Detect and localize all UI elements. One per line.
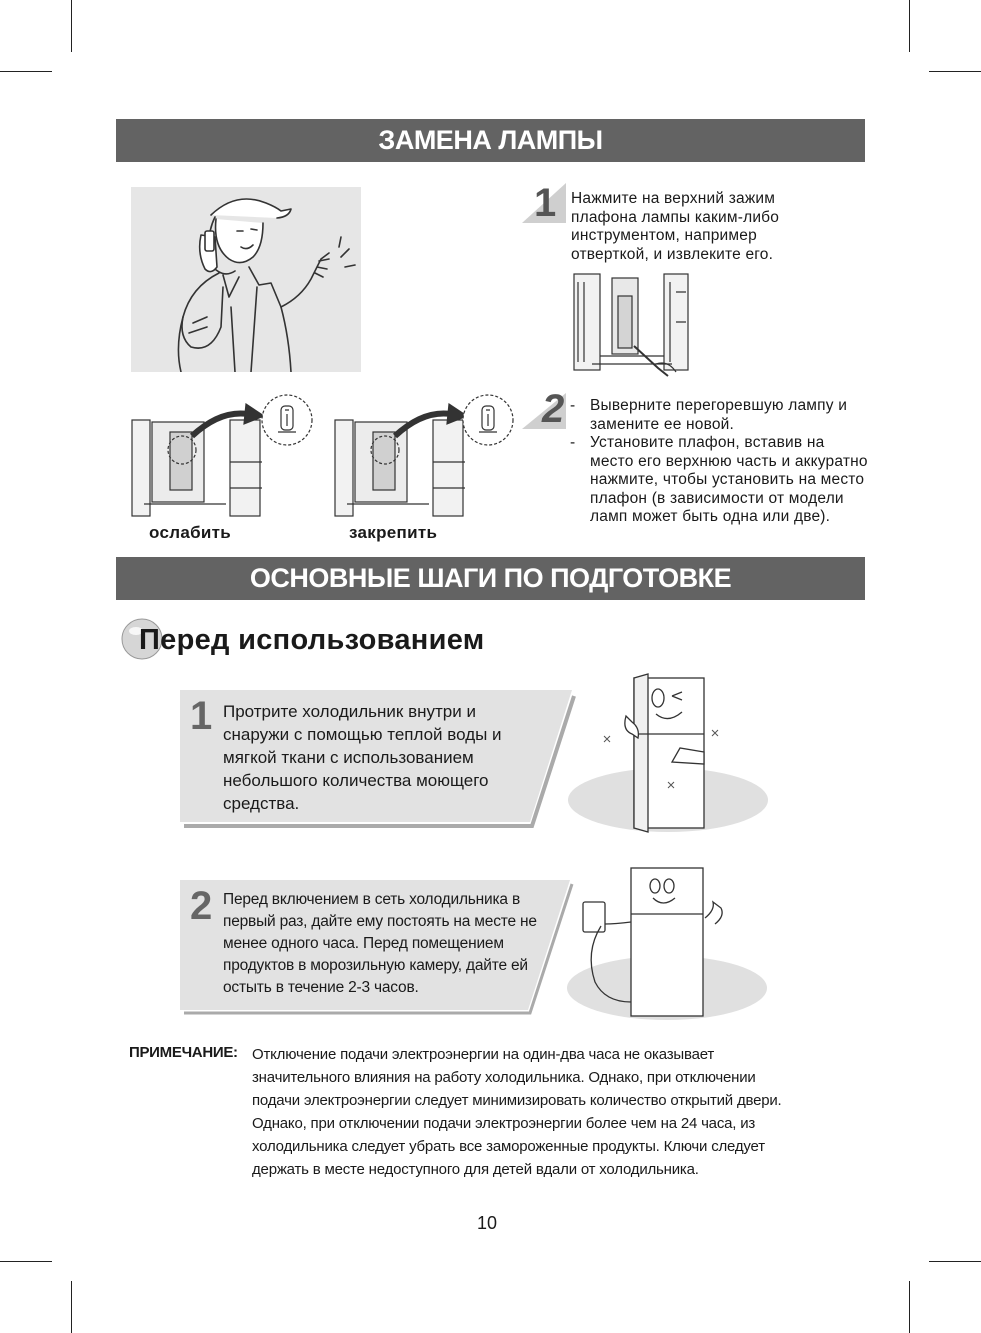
crop-mark bbox=[0, 71, 52, 72]
step-number: 2 bbox=[190, 884, 213, 928]
section-title: ЗАМЕНА ЛАМПЫ bbox=[378, 125, 603, 155]
illustration-fridge-wave bbox=[568, 672, 772, 834]
step-number: 1 bbox=[534, 181, 557, 225]
step-number: 1 bbox=[190, 694, 213, 738]
caption-tighten: закрепить bbox=[349, 523, 438, 542]
note-text: Отключение подачи электроэнергии на один-два часа не оказывает значительного влияния на работу холодильника. Однако, при отключении подачи электроэнергии следует минимизировать количество открытий двери. Однако, при отключении подачи электроэнергии более чем на 24 часа, из холодильника следует убрать все замороженные продукты. Ключи следует держать в месте недоступного для детей вдали от холодильника. bbox=[252, 1046, 782, 1178]
callout-text-1: Протрите холодильник внутри и снаружи с помощью теплой воды и мягкой ткани с использованием небольшого количества моющего средства. bbox=[223, 702, 502, 813]
step2-list bbox=[570, 397, 870, 527]
section-banner-prep bbox=[116, 557, 865, 600]
crop-mark bbox=[0, 1261, 52, 1262]
note-label: ПРИМЕЧАНИЕ: bbox=[129, 1044, 238, 1061]
page-number: 10 bbox=[477, 1213, 498, 1233]
section-banner-lamp bbox=[116, 119, 865, 162]
illustration-lamp-tighten bbox=[333, 392, 543, 520]
illustration-woman-phone bbox=[131, 187, 361, 372]
crop-mark bbox=[929, 1261, 981, 1262]
step-number-badge bbox=[522, 183, 566, 233]
list-item: - Установите плафон, вставив на место его верхнюю часть и аккуратно нажмите, чтобы установить на место плафон (в зависимости от модели ламп может быть одна или две). bbox=[570, 434, 868, 525]
page-heading: Перед использованием bbox=[139, 624, 485, 656]
crop-mark bbox=[909, 0, 910, 52]
illustration-fridge-plug bbox=[565, 862, 775, 1022]
step1-text: Нажмите на верхний зажим плафона лампы каким-либо инструментом, например отверткой, и извлеките его. bbox=[571, 190, 780, 263]
step-number: 2 bbox=[542, 387, 565, 431]
illustration-fridge-screwdriver bbox=[572, 272, 692, 380]
crop-mark bbox=[71, 1281, 72, 1333]
section-title: ОСНОВНЫЕ ШАГИ ПО ПОДГОТОВКЕ bbox=[249, 563, 732, 593]
crop-mark bbox=[909, 1281, 910, 1333]
crop-mark bbox=[71, 0, 72, 52]
list-item: - Выверните перегоревшую лампу и замените ее новой. bbox=[570, 397, 848, 433]
crop-mark bbox=[929, 71, 981, 72]
callout-text-2: Перед включением в сеть холодильника в первый раз, дайте ему постоять на месте не менее одного часа. Перед помещением продуктов в морозильную камеру, дайте ей остыть в течение 2-3 часов. bbox=[223, 891, 537, 996]
caption-loosen: ослабить bbox=[149, 523, 231, 542]
